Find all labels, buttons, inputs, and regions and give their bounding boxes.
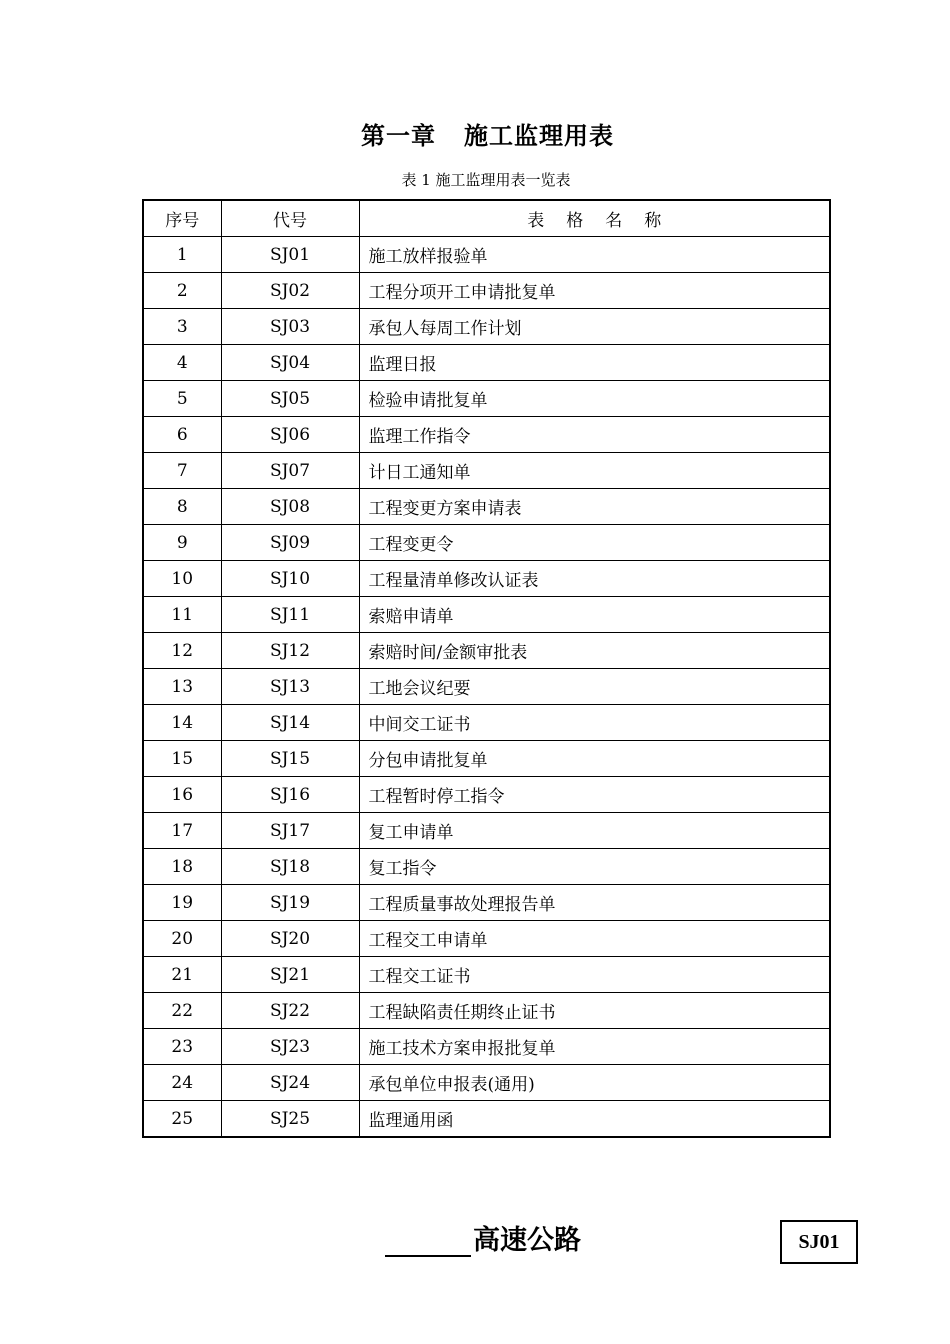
row-code: SJ02	[221, 273, 359, 309]
row-number: 10	[143, 561, 221, 597]
form-code-box: SJ01	[780, 1220, 858, 1264]
row-number: 12	[143, 633, 221, 669]
table-row	[143, 1065, 830, 1101]
row-number: 5	[143, 381, 221, 417]
table-row	[143, 237, 830, 273]
row-form-name: 工地会议纪要	[359, 669, 830, 705]
row-number: 22	[143, 993, 221, 1029]
row-form-name: 工程暂时停工指令	[359, 777, 830, 813]
row-code: SJ22	[221, 993, 359, 1029]
table-header-row	[143, 200, 830, 237]
row-number: 20	[143, 921, 221, 957]
table-row	[143, 669, 830, 705]
table-caption: 表 1 施工监理用表一览表	[401, 171, 571, 189]
row-code: SJ13	[221, 669, 359, 705]
row-number: 6	[143, 417, 221, 453]
row-form-name: 索赔时间/金额审批表	[359, 633, 830, 669]
row-number: 16	[143, 777, 221, 813]
row-number: 7	[143, 453, 221, 489]
table-row	[143, 777, 830, 813]
row-number: 9	[143, 525, 221, 561]
table-row	[143, 705, 830, 741]
table-row	[143, 633, 830, 669]
table-row	[143, 273, 830, 309]
row-form-name: 工程质量事故处理报告单	[359, 885, 830, 921]
row-code: SJ06	[221, 417, 359, 453]
header-no: 序号	[143, 200, 221, 237]
table-row	[143, 741, 830, 777]
row-form-name: 承包人每周工作计划	[359, 309, 830, 345]
row-number: 8	[143, 489, 221, 525]
row-code: SJ15	[221, 741, 359, 777]
row-code: SJ09	[221, 525, 359, 561]
table-row	[143, 345, 830, 381]
row-code: SJ03	[221, 309, 359, 345]
header-name: 表格名称	[359, 200, 830, 237]
row-number: 24	[143, 1065, 221, 1101]
row-code: SJ04	[221, 345, 359, 381]
table-row	[143, 921, 830, 957]
row-number: 1	[143, 237, 221, 273]
row-code: SJ23	[221, 1029, 359, 1065]
row-code: SJ21	[221, 957, 359, 993]
chapter-name: 施工监理用表	[464, 122, 614, 150]
row-number: 25	[143, 1101, 221, 1138]
table-row	[143, 957, 830, 993]
table-row	[143, 849, 830, 885]
row-number: 11	[143, 597, 221, 633]
row-number: 4	[143, 345, 221, 381]
row-form-name: 监理通用函	[359, 1101, 830, 1138]
table-row	[143, 597, 830, 633]
chapter-title	[0, 116, 950, 151]
chapter-number: 第一章	[361, 122, 436, 150]
row-code: SJ16	[221, 777, 359, 813]
row-form-name: 复工申请单	[359, 813, 830, 849]
table-row	[143, 813, 830, 849]
row-number: 3	[143, 309, 221, 345]
row-code: SJ25	[221, 1101, 359, 1138]
row-number: 17	[143, 813, 221, 849]
row-form-name: 索赔申请单	[359, 597, 830, 633]
table-row	[143, 489, 830, 525]
row-code: SJ14	[221, 705, 359, 741]
table-row	[143, 453, 830, 489]
table-row	[143, 525, 830, 561]
row-number: 19	[143, 885, 221, 921]
row-form-name: 工程变更令	[359, 525, 830, 561]
table-row	[143, 381, 830, 417]
row-form-name: 监理日报	[359, 345, 830, 381]
row-form-name: 工程缺陷责任期终止证书	[359, 993, 830, 1029]
row-form-name: 工程交工证书	[359, 957, 830, 993]
table-row	[143, 309, 830, 345]
row-form-name: 监理工作指令	[359, 417, 830, 453]
table-row	[143, 885, 830, 921]
row-form-name: 分包申请批复单	[359, 741, 830, 777]
row-number: 14	[143, 705, 221, 741]
row-code: SJ08	[221, 489, 359, 525]
header-code: 代号	[221, 200, 359, 237]
row-number: 21	[143, 957, 221, 993]
row-code: SJ18	[221, 849, 359, 885]
row-form-name: 计日工通知单	[359, 453, 830, 489]
row-form-name: 工程交工申请单	[359, 921, 830, 957]
row-code: SJ20	[221, 921, 359, 957]
row-code: SJ05	[221, 381, 359, 417]
row-code: SJ11	[221, 597, 359, 633]
row-form-name: 施工放样报验单	[359, 237, 830, 273]
row-form-name: 复工指令	[359, 849, 830, 885]
highway-label: 高速公路	[473, 1225, 581, 1256]
row-form-name: 工程变更方案申请表	[359, 489, 830, 525]
row-form-name: 检验申请批复单	[359, 381, 830, 417]
row-number: 18	[143, 849, 221, 885]
row-number: 23	[143, 1029, 221, 1065]
row-code: SJ01	[221, 237, 359, 273]
row-code: SJ10	[221, 561, 359, 597]
row-code: SJ07	[221, 453, 359, 489]
row-form-name: 中间交工证书	[359, 705, 830, 741]
table-row	[143, 417, 830, 453]
row-code: SJ12	[221, 633, 359, 669]
table-row	[143, 561, 830, 597]
table-row	[143, 1101, 830, 1138]
row-code: SJ19	[221, 885, 359, 921]
row-form-name: 工程量清单修改认证表	[359, 561, 830, 597]
table-row	[143, 993, 830, 1029]
highway-title	[385, 1218, 581, 1257]
form-list-table	[142, 199, 831, 1138]
row-code: SJ17	[221, 813, 359, 849]
row-code: SJ24	[221, 1065, 359, 1101]
row-form-name: 工程分项开工申请批复单	[359, 273, 830, 309]
highway-name-blank	[385, 1225, 471, 1257]
table-row	[143, 1029, 830, 1065]
row-number: 2	[143, 273, 221, 309]
row-form-name: 承包单位申报表(通用)	[359, 1065, 830, 1101]
row-number: 15	[143, 741, 221, 777]
table-body	[143, 237, 830, 1138]
row-number: 13	[143, 669, 221, 705]
row-form-name: 施工技术方案申报批复单	[359, 1029, 830, 1065]
